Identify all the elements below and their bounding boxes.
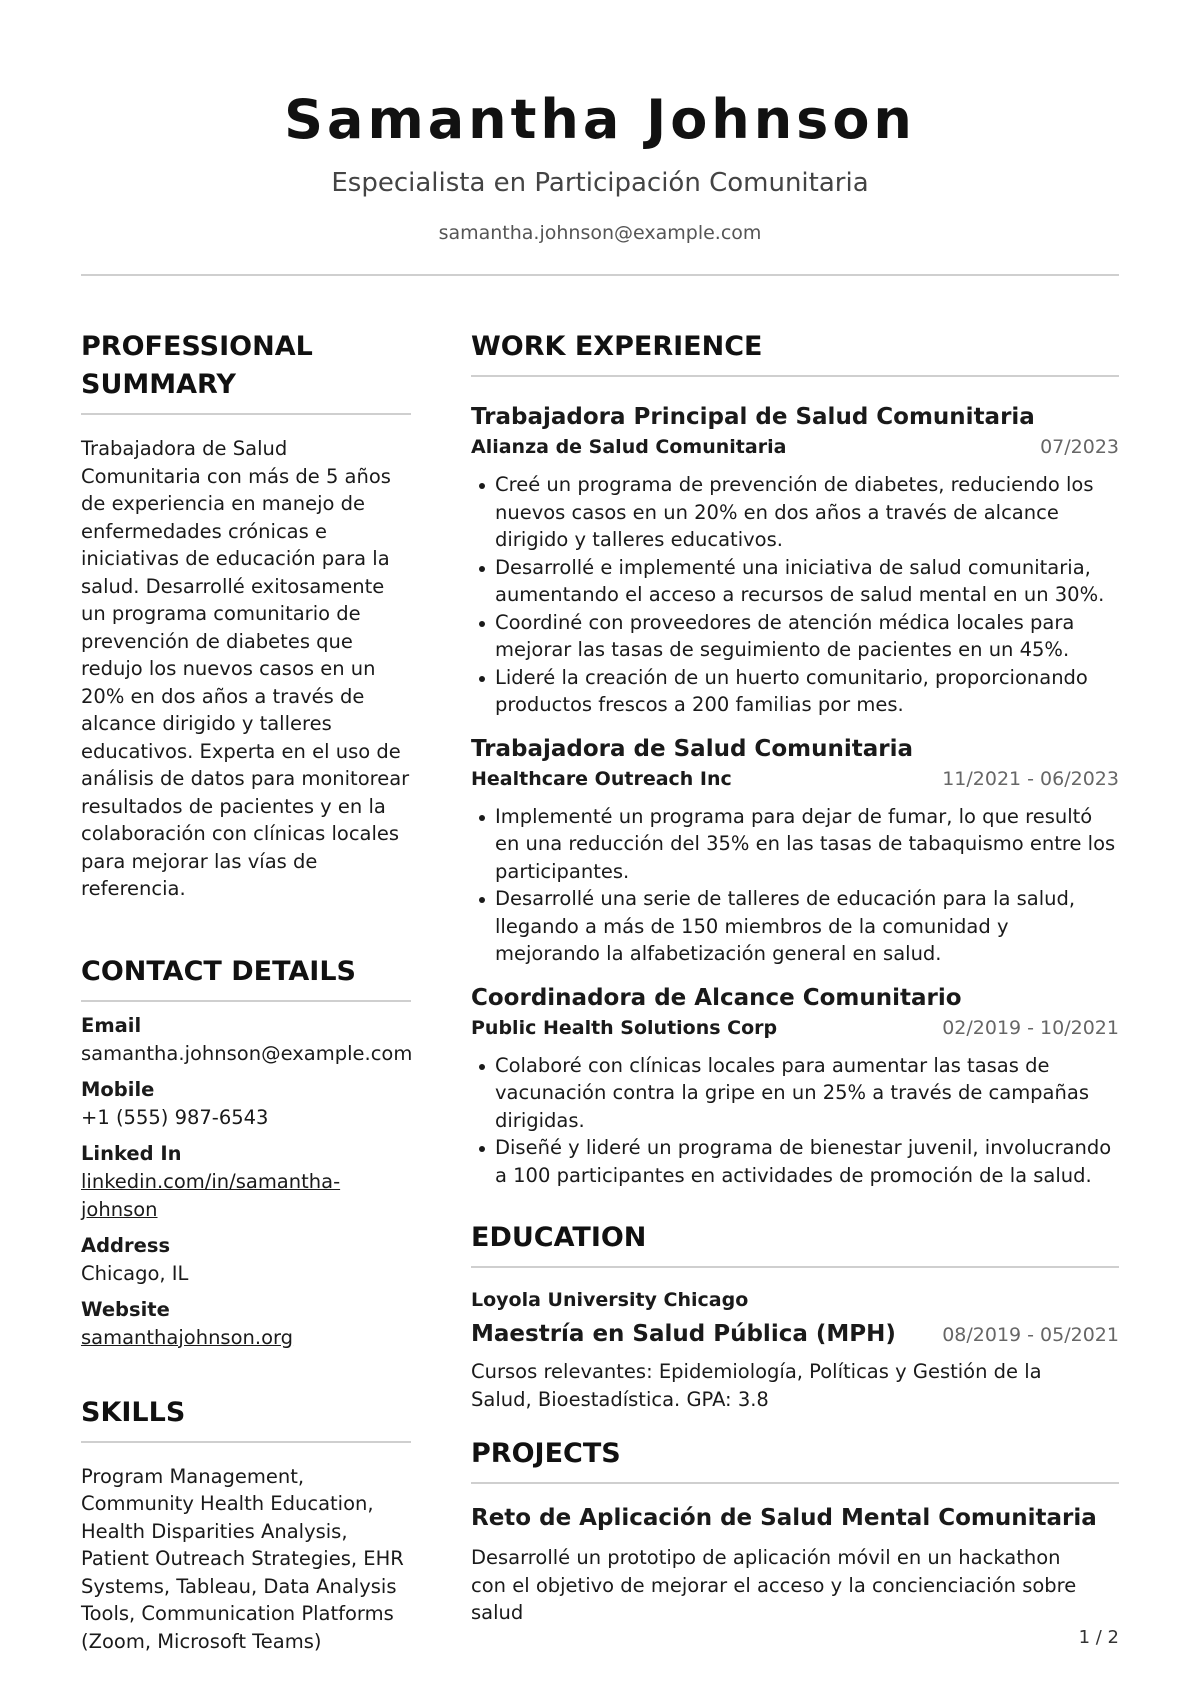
contact-website-link[interactable]: samanthajohnson.org xyxy=(81,1325,294,1349)
education-section xyxy=(471,1219,1119,1413)
job-dates: 07/2023 xyxy=(1040,436,1119,458)
summary-divider xyxy=(81,413,411,415)
summary-text: Trabajadora de Salud Comunitaria con más de 5 años de experiencia en manejo de enfermedades crónicas e iniciativas de educación para la salud. Desarrollé exitosamente un programa comunitario de prevención de diabetes que redujo los nuevos casos en un 20% en dos años a través de alcance dirigido y talleres educativos. Experta en el uso de análisis de datos para monitorear resultados de pacientes y en la colaboración con clínicas locales para mejorar las vías de referencia. xyxy=(81,437,410,900)
projects-section xyxy=(471,1435,1119,1627)
work-divider xyxy=(471,375,1119,377)
job-title: Trabajadora de Salud Comunitaria xyxy=(471,735,913,762)
right-column xyxy=(471,328,1119,1627)
job-bullets xyxy=(471,471,1119,719)
job-title: Coordinadora de Alcance Comunitario xyxy=(471,984,962,1011)
resume-page xyxy=(81,0,1119,1683)
job-bullet: Implementé un programa para dejar de fumar, lo que resultó en una reducción del 35% en las tasas de tabaquismo entre los participantes. xyxy=(471,803,1119,886)
summary-section xyxy=(81,328,411,903)
education-school: Loyola University Chicago xyxy=(471,1289,749,1311)
header-email: samantha.johnson@example.com xyxy=(438,222,762,244)
contact-website-label: Website xyxy=(81,1297,170,1321)
job-dates: 02/2019 - 10/2021 xyxy=(942,1016,1119,1039)
skills-heading: SKILLS xyxy=(81,1396,186,1428)
job-bullet: Lideré la creación de un huerto comunitario, proporcionando productos frescos a 200 familias por mes. xyxy=(471,664,1119,719)
contact-divider xyxy=(81,1000,411,1002)
contact-email-value: samantha.johnson@example.com xyxy=(81,1041,413,1065)
project-title: Reto de Aplicación de Salud Mental Comunitaria xyxy=(471,1505,1097,1531)
contact-section xyxy=(81,953,411,1352)
education-dates: 08/2019 - 05/2021 xyxy=(942,1324,1119,1346)
candidate-name: Samantha Johnson xyxy=(284,88,916,151)
job-bullets xyxy=(471,1052,1119,1190)
job-bullet: Coordiné con proveedores de atención médica locales para mejorar las tasas de seguimiento de pacientes en un 45%. xyxy=(471,609,1119,664)
job-meta xyxy=(471,1014,1119,1042)
projects-divider xyxy=(471,1482,1119,1484)
job-dates: 11/2021 - 06/2023 xyxy=(942,767,1119,790)
contact-heading: CONTACT DETAILS xyxy=(81,955,356,987)
job-company: Healthcare Outreach Inc xyxy=(471,767,732,790)
contact-mobile-value: +1 (555) 987-6543 xyxy=(81,1105,269,1129)
contact-linkedin-label: Linked In xyxy=(81,1141,182,1165)
job-bullet: Creé un programa de prevención de diabetes, reduciendo los nuevos casos en un 20% en dos años a través de alcance dirigido y talleres educativos. xyxy=(471,471,1119,554)
education-meta xyxy=(471,1318,1119,1350)
header-divider xyxy=(81,274,1119,276)
job-entry xyxy=(471,401,1119,719)
projects-heading: PROJECTS xyxy=(471,1438,621,1469)
left-column xyxy=(81,328,411,1655)
contact-list xyxy=(81,1012,411,1352)
education-heading: EDUCATION xyxy=(471,1222,647,1253)
candidate-title: Especialista en Participación Comunitaria xyxy=(331,168,869,198)
contact-mobile-label: Mobile xyxy=(81,1077,155,1101)
work-heading: WORK EXPERIENCE xyxy=(471,331,763,362)
contact-address-value: Chicago, IL xyxy=(81,1261,189,1285)
job-bullets xyxy=(471,803,1119,968)
education-description: Cursos relevantes: Epidemiología, Políticas y Gestión de la Salud, Bioestadística. GPA: 3.8 xyxy=(471,1360,1042,1411)
job-title: Trabajadora Principal de Salud Comunitaria xyxy=(471,404,1035,430)
summary-heading: PROFESSIONAL SUMMARY xyxy=(81,331,313,400)
work-section xyxy=(471,328,1119,1189)
skills-section xyxy=(81,1394,411,1656)
contact-linkedin-link[interactable]: linkedin.com/in/samantha-johnson xyxy=(81,1169,341,1221)
job-bullet: Desarrollé e implementé una iniciativa de salud comunitaria, aumentando el acceso a recursos de salud mental en un 30%. xyxy=(471,554,1119,609)
skills-divider xyxy=(81,1441,411,1443)
job-meta xyxy=(471,765,1119,793)
education-divider xyxy=(471,1266,1119,1268)
job-bullet: Colaboré con clínicas locales para aumentar las tasas de vacunación contra la gripe en un 25% a través de campañas dirigidas. xyxy=(471,1052,1119,1135)
contact-email-label: Email xyxy=(81,1013,142,1037)
resume-header xyxy=(81,0,1119,276)
contact-address-label: Address xyxy=(81,1233,171,1257)
job-bullet: Desarrollé una serie de talleres de educación para la salud, llegando a más de 150 miembros de la comunidad y mejorando la alfabetización general en salud. xyxy=(471,885,1119,968)
project-description: Desarrollé un prototipo de aplicación móvil en un hackathon con el objetivo de mejorar el acceso y la concienciación sobre salud xyxy=(471,1546,1077,1624)
job-entry xyxy=(471,733,1119,968)
job-bullet: Diseñé y lideré un programa de bienestar juvenil, involucrando a 100 participantes en actividades de promoción de la salud. xyxy=(471,1134,1119,1189)
job-meta xyxy=(471,433,1119,461)
skills-text: Program Management, Community Health Education, Health Disparities Analysis, Patient Outreach Strategies, EHR Systems, Tableau, Data Analysis Tools, Communication Platforms (Zoom, Microsoft Teams) xyxy=(81,1464,404,1653)
job-entry xyxy=(471,982,1119,1190)
education-degree: Maestría en Salud Pública (MPH) xyxy=(471,1321,896,1347)
job-company: Alianza de Salud Comunitaria xyxy=(471,436,787,458)
job-company: Public Health Solutions Corp xyxy=(471,1016,778,1039)
page-number: 1 / 2 xyxy=(1078,1627,1119,1648)
